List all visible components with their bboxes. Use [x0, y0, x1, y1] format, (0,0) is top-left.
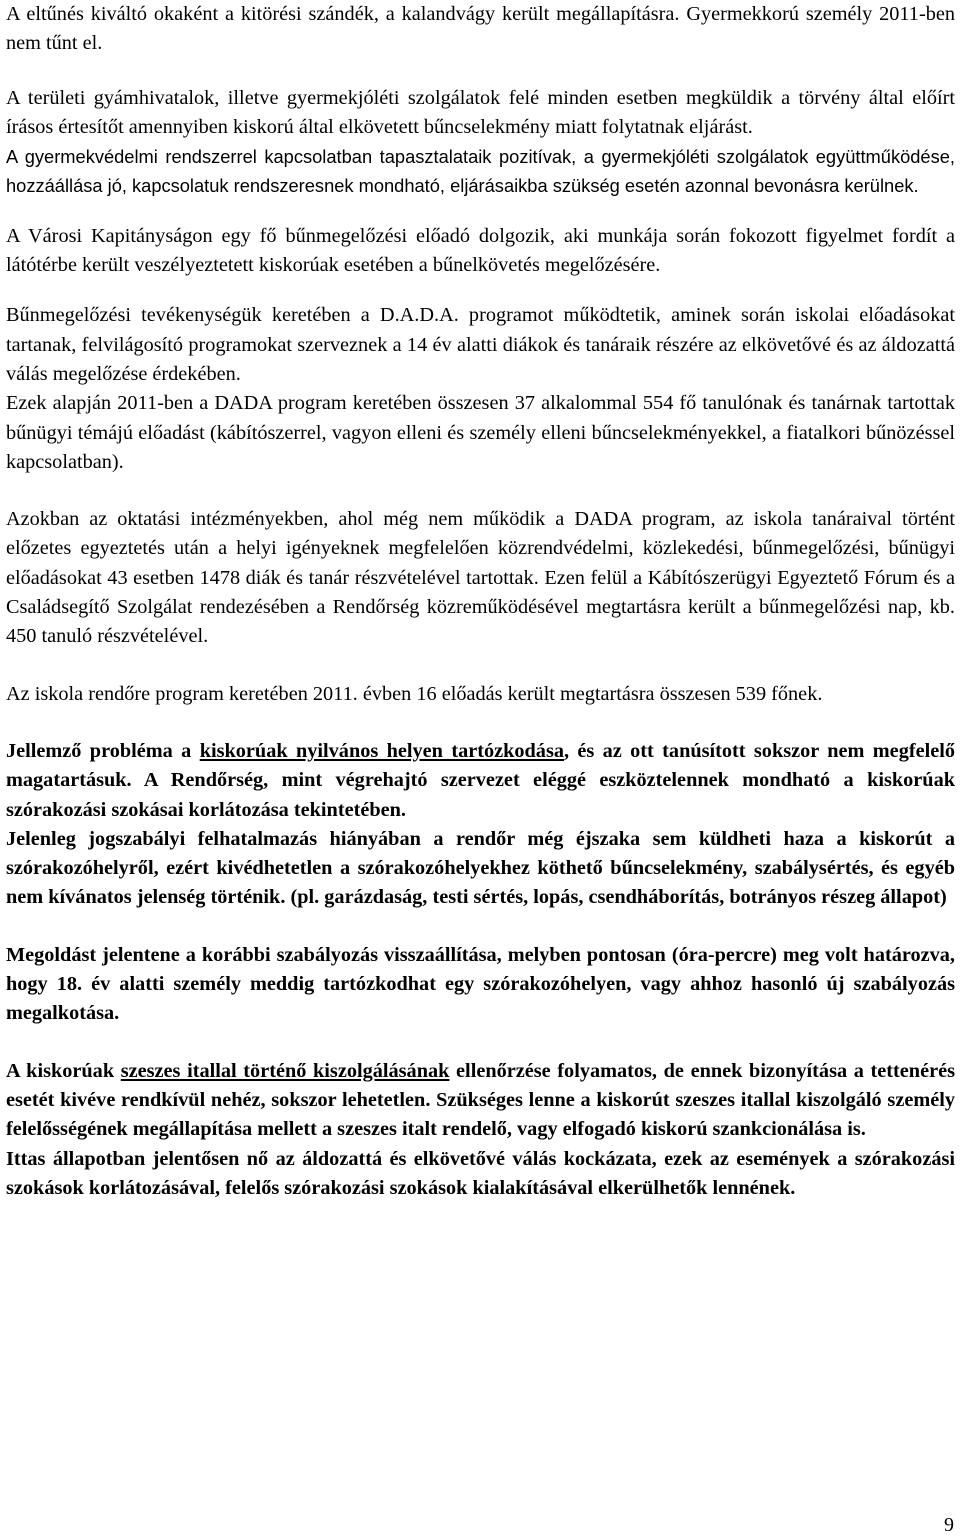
paragraph-alcohol-service: [6, 1057, 955, 1145]
paragraph-school-police-program: Az iskola rendőre program keretében 2011. évben 16 előadás került megtartásra összesen 539 főnek.: [6, 682, 823, 705]
paragraph-legal-authorization: Jelenleg jogszabályi felhatalmazás hiányában a rendőr még éjszaka sem küldheti haza a kiskorút a szórakozóhelyről, ezért kivédhetetlen a szórakozóhelyekhez köthető bűncselekmény, szabálysértés, és egyéb nem kívánatos jelenség történik. (pl. garázdaság, testi sértés, lopás, csendháborítás, botrányos részeg állapot): [6, 827, 955, 909]
text-segment: , és az ott tanúsított sokszor nem megfelelő magatartásuk. A Rendőrség, mint végrehajtó szervezet eléggé eszköztelennek mondható a kiskorúak szórakozási szokásai korlátozása tekintetében.: [6, 739, 955, 821]
paragraph-intoxication-risk: Ittas állapotban jelentősen nő az áldozattá és elkövetővé válás kockázata, ezek az események a szórakozási szokások korlátozásával, felelős szórakozási szokások kialakításával elkerülhetők lennének.: [6, 1147, 955, 1199]
underlined-phrase: kiskorúak nyilvános helyen tartózkodása: [199, 739, 564, 762]
paragraph-crime-prevention-officer: A Városi Kapitányságon egy fő bűnmegelőzési előadó dolgozik, aki munkája során fokozott figyelmet fordít a látótérbe került veszélyeztetett kiskorúak esetében a bűnelkövetés megelőzésére.: [6, 224, 955, 277]
document-page: [6, 0, 955, 1203]
paragraph-child-protection-system: A gyermekvédelmi rendszerrel kapcsolatban tapasztalataik pozitívak, a gyermekjóléti szolgálatok együttműködése, hozzáállása jó, kapcsolatuk rendszeresnek mondható, eljárásaikba szükség esetén azonnal bevonásra kerülnek.: [6, 146, 955, 197]
page-number: 9: [944, 1514, 954, 1536]
text-segment: Jellemző probléma a: [6, 739, 200, 762]
text-segment: A kiskorúak: [6, 1059, 121, 1082]
paragraph-dada-statistics: Ezek alapján 2011-ben a DADA program keretében összesen 37 alkalommal 554 fő tanulónak és tanárnak tartottak bűnügyi témájú előadást (kábítószerrel, vagyon elleni és személy elleni bűncselekményekkel, a fiatalkori bűnözéssel kapcsolatban).: [6, 392, 955, 473]
text-segment: ellenőrzése folyamatos, de ennek bizonyítása a tettenérés esetét kivéve rendkívül nehéz, sokszor lehetetlen. Szükséges lenne a kiskorút szeszes itallal kiszolgáló személy felelősségének megállapítása mellett a szeszes italt rendelő, vagy elfogadó kiskorú szankcionálása is.: [6, 1059, 955, 1141]
paragraph-public-places-problem: [6, 737, 955, 825]
paragraph-proposed-solution: Megoldást jelentene a korábbi szabályozás visszaállítása, melyben pontosan (óra-percre) meg volt határozva, hogy 18. év alatti személy meddig tartózkodhat egy szórakozóhelyen, vagy ahhoz hasonló új szabályozás megalkotása.: [6, 943, 955, 1025]
paragraph-disappearance: A eltűnés kiváltó okaként a kitörési szándék, a kalandvágy került megállapításra. Gyermekkorú személy 2011-ben nem tűnt el.: [6, 3, 955, 55]
underlined-phrase: szeszes itallal történő kiszolgálásának: [120, 1059, 450, 1082]
paragraph-school-lectures: Azokban az oktatási intézményekben, ahol még nem működik a DADA program, az iskola tanáraival történt előzetes egyeztetés után a helyi igényeknek megfelelően közrendvédelmi, közlekedési, bűnmegelőzési, bűnügyi előadásokat 43 esetben 1478 diák és tanár részvételével tartottak. Ezen felül a Kábítószerügyi Egyeztető Fórum és a Családsegítő Szolgálat rendezésében a Rendőrség közreműködésével megtartásra került a bűnmegelőzési nap, kb. 450 tanuló részvételével.: [6, 508, 955, 648]
paragraph-dada-program: Bűnmegelőzési tevékenységük keretében a D.A.D.A. programot működtetik, aminek során iskolai előadásokat tartanak, felvilágosító programokat szerveznek a 14 év alatti diákok és tanáraik részére az elkövetővé és az áldozattá válás megelőzése érdekében.: [6, 304, 955, 385]
paragraph-guardianship-notification: A területi gyámhivatalok, illetve gyermekjóléti szolgálatok felé minden esetben megküldik a törvény által előírt írásos értesítőt amennyiben kiskorú által elkövetett bűncselekmény miatt folytatnak eljárást.: [6, 86, 955, 138]
